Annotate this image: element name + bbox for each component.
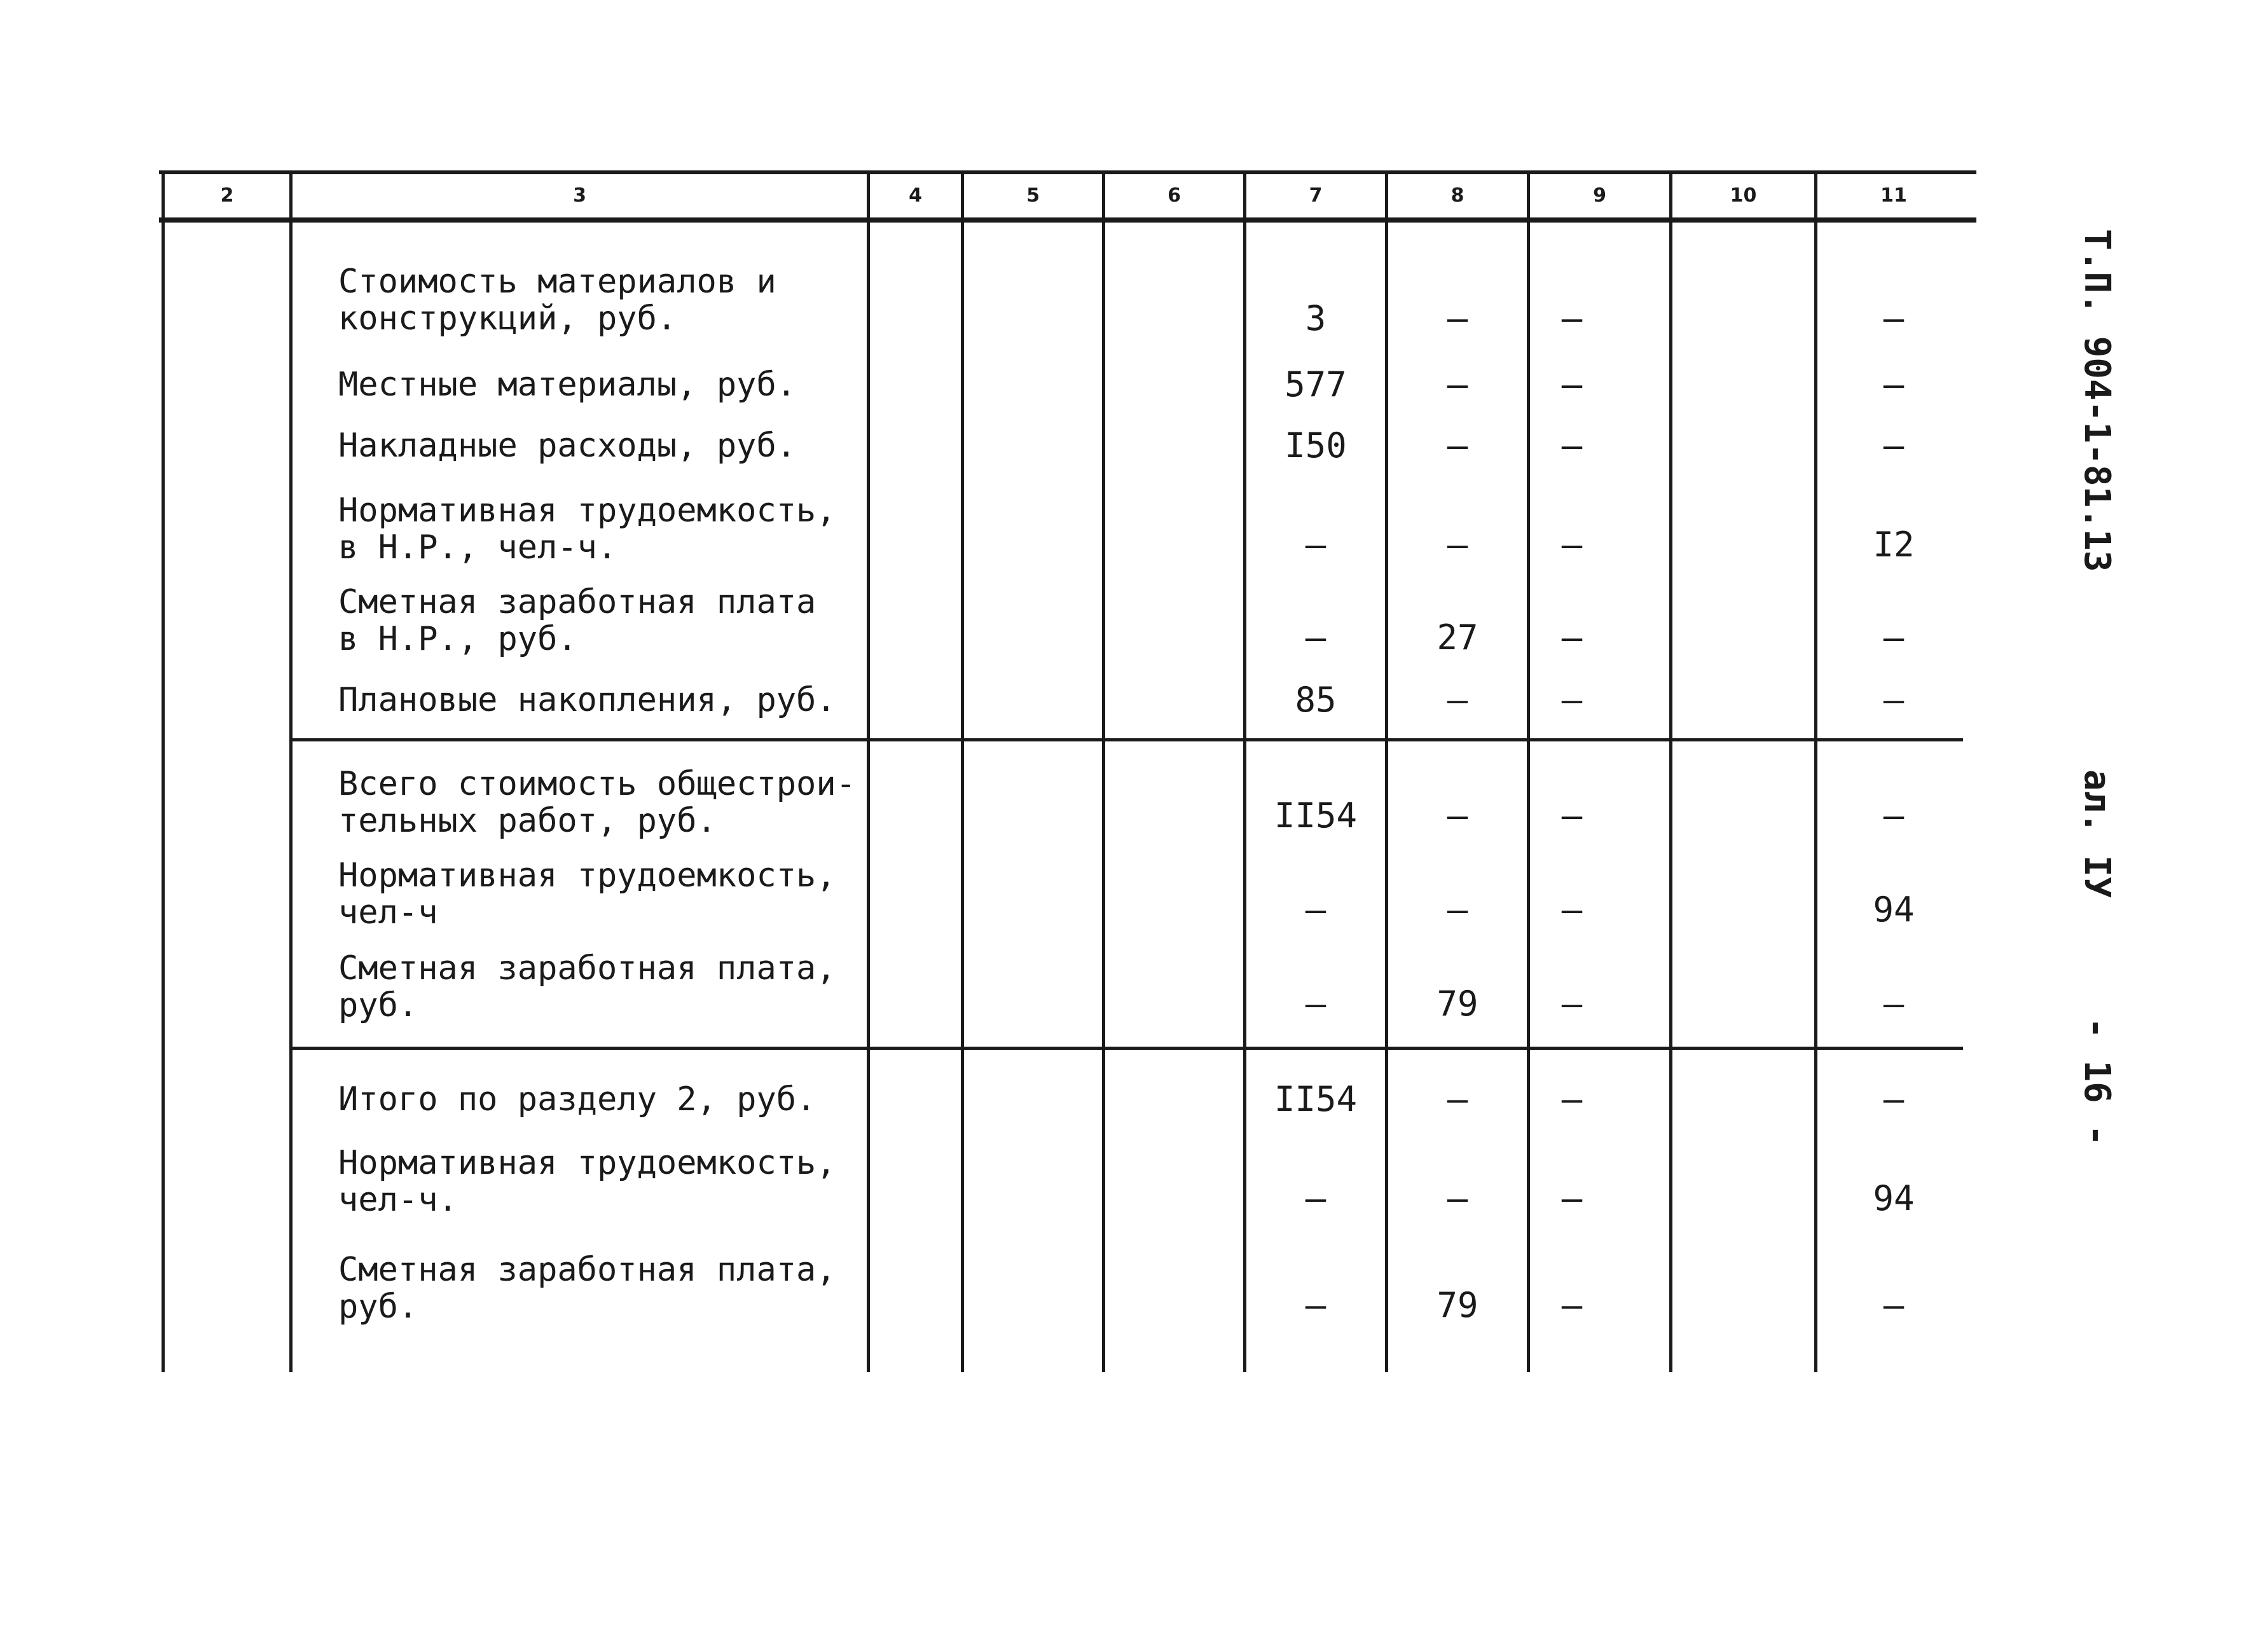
- cell-col11: –: [1883, 984, 1905, 1024]
- row-label: Накладные расходы, руб.: [338, 427, 797, 465]
- column-number: 3: [573, 184, 586, 207]
- document-code: Т.П. 904-1-81.13: [2076, 229, 2118, 572]
- cell-col9: –: [1561, 364, 1583, 404]
- cell-col8: –: [1447, 1178, 1468, 1218]
- cell-col11: –: [1883, 680, 1905, 720]
- cell-col7: –: [1305, 617, 1326, 657]
- cell-col9: –: [1561, 1285, 1583, 1325]
- cell-col8: –: [1447, 298, 1468, 338]
- cell-col8: 79: [1437, 984, 1478, 1024]
- row-label: Нормативная трудоемкость, чел-ч: [338, 857, 836, 932]
- cell-col11: 94: [1873, 890, 1915, 930]
- cell-col8: –: [1447, 890, 1468, 930]
- cell-col8: –: [1447, 795, 1468, 836]
- album-label: ал. IУ: [2076, 769, 2118, 898]
- cell-col7: 3: [1305, 298, 1326, 338]
- row-label: Всего стоимость общестрои- тельных работ, руб.: [338, 765, 856, 840]
- cell-col7: –: [1305, 984, 1326, 1024]
- cell-col9: –: [1561, 1079, 1583, 1119]
- table-header-rule: [159, 217, 1976, 223]
- cell-col7: II54: [1274, 795, 1358, 836]
- cell-col8: –: [1447, 525, 1468, 565]
- page-number: - 16 -: [2076, 1017, 2118, 1146]
- row-label: Нормативная трудоемкость, чел-ч.: [338, 1144, 836, 1219]
- col-rule: [289, 173, 293, 1372]
- cell-col7: 577: [1285, 364, 1347, 404]
- cell-col8: –: [1447, 364, 1468, 404]
- col-rule: [1669, 173, 1672, 1372]
- column-number: 2: [220, 184, 234, 207]
- cell-col9: –: [1561, 525, 1583, 565]
- row-label: Сметная заработная плата, руб.: [338, 1251, 836, 1326]
- cell-col11: –: [1883, 795, 1905, 836]
- row-label: Плановые накопления, руб.: [338, 681, 836, 719]
- column-number: 8: [1450, 184, 1464, 207]
- cell-col9: –: [1561, 298, 1583, 338]
- cell-col7: –: [1305, 1178, 1326, 1218]
- cell-col9: –: [1561, 890, 1583, 930]
- row-label: Стоимость материалов и конструкций, руб.: [338, 263, 776, 338]
- cell-col8: –: [1447, 680, 1468, 720]
- column-number: 10: [1730, 184, 1757, 207]
- cell-col11: –: [1883, 298, 1905, 338]
- column-number: 4: [909, 184, 922, 207]
- cell-col7: –: [1305, 525, 1326, 565]
- cell-col7: –: [1305, 890, 1326, 930]
- row-label: Сметная заработная плата, руб.: [338, 949, 836, 1024]
- row-label: Сметная заработная плата в Н.Р., руб.: [338, 583, 816, 658]
- column-number: 11: [1880, 184, 1907, 207]
- cell-col11: –: [1883, 617, 1905, 657]
- cell-col9: –: [1561, 617, 1583, 657]
- column-number: 9: [1593, 184, 1606, 207]
- cell-col11: 94: [1873, 1178, 1915, 1218]
- column-number: 7: [1309, 184, 1323, 207]
- cell-col11: –: [1883, 364, 1905, 404]
- cell-col11: –: [1883, 1285, 1905, 1325]
- cell-col9: –: [1561, 680, 1583, 720]
- column-number: 5: [1026, 184, 1040, 207]
- cell-col9: –: [1561, 1178, 1583, 1218]
- col-rule: [961, 173, 964, 1372]
- row-label: Итого по разделу 2, руб.: [338, 1080, 816, 1119]
- col-rule: [1102, 173, 1105, 1372]
- col-rule: [162, 173, 165, 1372]
- cell-col11: –: [1883, 1079, 1905, 1119]
- cell-col8: –: [1447, 425, 1468, 465]
- cell-col11: –: [1883, 425, 1905, 465]
- cell-col7: II54: [1274, 1079, 1358, 1119]
- cell-col7: I50: [1285, 425, 1347, 465]
- cell-col9: –: [1561, 984, 1583, 1024]
- cell-col11: I2: [1873, 525, 1915, 565]
- cell-col9: –: [1561, 795, 1583, 836]
- section-separator: [289, 1047, 1963, 1050]
- cell-col7: –: [1305, 1285, 1326, 1325]
- row-label: Нормативная трудоемкость, в Н.Р., чел-ч.: [338, 492, 836, 567]
- cell-col8: 79: [1437, 1285, 1478, 1325]
- cell-col9: –: [1561, 425, 1583, 465]
- cell-col7: 85: [1295, 680, 1337, 720]
- cell-col8: –: [1447, 1079, 1468, 1119]
- cell-col8: 27: [1437, 617, 1478, 657]
- section-separator: [289, 738, 1963, 741]
- table-top-rule: [159, 170, 1976, 174]
- column-number: 6: [1168, 184, 1181, 207]
- row-label: Местные материалы, руб.: [338, 366, 797, 404]
- col-rule: [867, 173, 870, 1372]
